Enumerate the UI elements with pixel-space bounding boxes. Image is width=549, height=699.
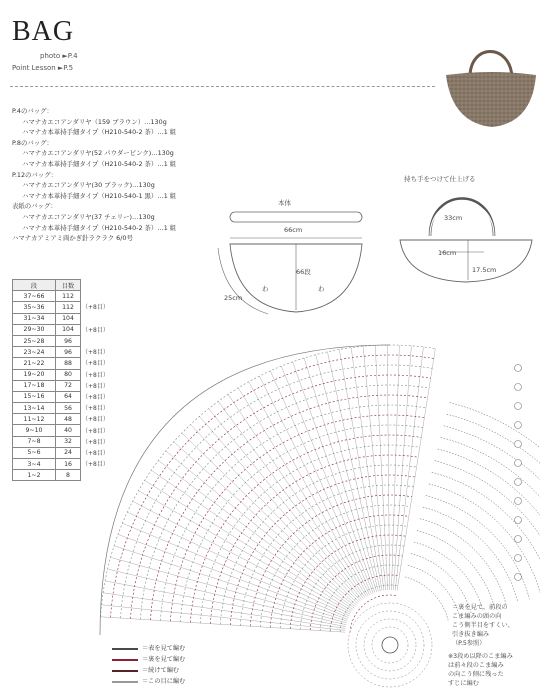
stitch-count: 112	[56, 291, 81, 302]
increase-note: （+8目）	[82, 349, 109, 357]
chart-row-marker	[515, 555, 522, 562]
legend-swatch	[112, 670, 138, 672]
chart-center-round	[348, 603, 432, 687]
chart-row-arc	[280, 525, 407, 628]
stitch-count: 104	[56, 313, 81, 324]
chart-row-arc	[210, 455, 418, 624]
stitch-count: 16	[56, 459, 81, 470]
increase-note: （+8目）	[82, 326, 109, 334]
chart-right-row	[432, 472, 540, 593]
chart-stitch-column	[122, 523, 348, 617]
chart-stitch-column	[375, 345, 388, 590]
stitch-count: 112	[56, 302, 81, 313]
stitch-count: 24	[56, 447, 81, 458]
chart-stitch-column	[339, 349, 382, 590]
increase-note: （+8目）	[82, 371, 109, 379]
chart-row-arc	[111, 355, 434, 617]
chart-stitch-column	[209, 409, 362, 600]
table-row	[13, 313, 81, 324]
chart-center-ring	[382, 637, 398, 653]
chart-row-marker	[515, 479, 522, 486]
chart-right-row	[426, 496, 530, 600]
finish-handle-label: 33cm	[444, 214, 463, 222]
material-line: P.12のバッグ：	[12, 170, 57, 179]
chart-stitch-column	[351, 348, 384, 591]
chart-row-arc	[160, 405, 426, 621]
note-line: すじに編む	[448, 680, 479, 687]
increase-note: （+8目）	[82, 416, 109, 424]
chart-center-round	[356, 611, 424, 679]
chart-row-arc	[150, 395, 427, 620]
material-line: ハマナカ本革持手細タイプ（H210-540-2 茶）…1 組	[22, 128, 177, 137]
chart-stitch-column	[304, 358, 377, 592]
legend-label: ＝この目に編む	[142, 678, 186, 685]
divider	[10, 86, 435, 87]
stitch-count: 96	[56, 347, 81, 358]
increase-note: （+8目）	[82, 382, 109, 390]
chart-stitch-column	[391, 345, 399, 590]
chart-right-row	[441, 437, 540, 584]
stitch-count: 32	[56, 436, 81, 447]
row-range: 13~14	[13, 403, 56, 414]
finish-height-label: 17.5cm	[472, 266, 497, 274]
row-range: 9~10	[13, 425, 56, 436]
finish-title: 持ち手をつけて仕上げる	[404, 175, 476, 183]
material-line: P.4のバッグ：	[12, 107, 53, 115]
chart-row-marker	[515, 536, 522, 543]
table-row	[13, 291, 81, 302]
page-title: BAG	[12, 16, 75, 47]
chart-row-marker	[515, 422, 522, 429]
slip-stitch-note	[452, 603, 514, 648]
chart-right-row	[429, 484, 540, 596]
row-range: 19~20	[13, 369, 56, 380]
row-range: 37~66	[13, 291, 56, 302]
chart-outline	[100, 345, 390, 635]
bag-photo	[440, 35, 540, 130]
row-range: 3~4	[13, 459, 56, 470]
chart-row-arc	[250, 495, 412, 626]
chart-row-arc	[290, 535, 405, 629]
row-range: 29~30	[13, 324, 56, 335]
note-line: の向こう側に残った	[448, 671, 504, 678]
chart-right-row	[414, 542, 483, 611]
note-line: こう側半目をすくい、	[452, 622, 514, 629]
chart-stitch-column	[259, 376, 369, 595]
stitch-count: 72	[56, 380, 81, 391]
chart-row-arc	[260, 505, 410, 627]
chart-row-marker	[515, 574, 522, 581]
material-line: ハマナカ本革持手細タイプ（H210-540-2 茶）…1 組	[22, 223, 177, 232]
chart-stitch-column	[158, 461, 354, 608]
row-range: 23~24	[13, 347, 56, 358]
chart-stitch-column	[393, 346, 411, 590]
chart-row-marker	[515, 384, 522, 391]
chart-stitch-column	[395, 347, 423, 590]
chart-row-arc	[140, 385, 429, 619]
chart-row-marker	[515, 403, 522, 410]
row-range: 7~8	[13, 436, 56, 447]
chart-right-row	[435, 461, 540, 591]
finish-diagram	[396, 186, 536, 286]
legend-label: ＝表を見て編む	[142, 645, 186, 652]
increase-note: （+8目）	[82, 427, 109, 435]
chart-stitch-column	[101, 617, 346, 632]
chart-right-row	[438, 449, 540, 587]
chart-right-row	[405, 577, 448, 620]
note-line: は前々段のこま編み	[448, 662, 504, 669]
row-range: 1~2	[13, 470, 56, 481]
row-range: 15~16	[13, 391, 56, 402]
legend-item	[112, 665, 185, 676]
row-range: 25~28	[13, 335, 56, 346]
chart-right-row	[444, 426, 540, 581]
chart-stitch-column	[145, 480, 352, 611]
note-line: 引き抜き編み	[452, 631, 490, 638]
chart-row-arc	[101, 345, 436, 617]
chart-stitch-column	[166, 451, 355, 606]
increase-note: （+8目）	[82, 461, 109, 469]
stitch-count: 56	[56, 403, 81, 414]
chart-row-arc	[190, 435, 421, 622]
chart-row-arc	[121, 365, 433, 618]
legend-item	[112, 643, 185, 654]
row-range: 35~36	[13, 302, 56, 313]
chart-row-arc	[200, 445, 419, 623]
chart-stitch-column	[108, 569, 347, 625]
material-line: ハマナカエコアンダリヤ（159 ブラウン）…130g	[22, 117, 167, 126]
row-range: 31~34	[13, 313, 56, 324]
material-line: ハマナカアミアミ両かぎ針ラクラク 6/0号	[12, 234, 133, 243]
chart-row-arc	[230, 475, 415, 625]
legend-swatch	[112, 681, 138, 683]
chart-row-arc	[131, 375, 431, 619]
chart-row-arc	[340, 585, 398, 632]
row-range: 11~12	[13, 414, 56, 425]
chart-row-marker	[515, 365, 522, 372]
chart-stitch-column	[228, 394, 365, 597]
increase-note: （+8目）	[82, 438, 109, 446]
chart-stitch-column	[174, 442, 357, 605]
chart-row-arc	[220, 465, 416, 624]
chart-stitch-column	[138, 491, 351, 613]
body-wa-right: わ	[318, 285, 325, 293]
legend-label: ＝続けて編む	[142, 667, 180, 674]
table-row	[13, 302, 81, 313]
row-range: 21~22	[13, 358, 56, 369]
row-note	[448, 652, 513, 688]
stitch-count: 104	[56, 324, 81, 335]
stitch-count: 88	[56, 358, 81, 369]
chart-row-marker	[515, 460, 522, 467]
chart-row-marker	[515, 441, 522, 448]
chart-stitch-column	[105, 581, 346, 627]
chart-stitch-column	[387, 345, 389, 590]
chart-row-arc	[310, 555, 402, 630]
chart-center-round	[372, 627, 408, 663]
table-header-count: 目数	[56, 280, 81, 291]
chart-stitch-column	[103, 593, 345, 629]
stitch-count: 48	[56, 414, 81, 425]
stitch-count: 80	[56, 369, 81, 380]
symbol-legend	[112, 643, 185, 687]
increase-note: （+8目）	[82, 304, 109, 312]
body-depth-label: 25cm	[224, 294, 243, 302]
row-range: 17~18	[13, 380, 56, 391]
chart-stitch-column	[111, 557, 347, 623]
legend-item	[112, 676, 185, 687]
chart-right-row	[420, 519, 506, 605]
material-line: ハマナカエコアンダリヤ(52 パウダーピンク)…130g	[22, 149, 174, 158]
stitch-count: 64	[56, 391, 81, 402]
stitch-count: 8	[56, 470, 81, 481]
chart-stitch-column	[281, 366, 373, 593]
point-lesson-ref: Point Lesson ►P.5	[12, 64, 74, 72]
chart-stitch-column	[316, 355, 379, 592]
note-line: ※3段め以降のこま編み	[448, 653, 513, 660]
chart-stitch-column	[218, 401, 363, 598]
legend-swatch	[112, 659, 138, 661]
chart-row-arc	[300, 545, 404, 629]
chart-row-arc	[270, 515, 409, 627]
legend-swatch	[112, 648, 138, 650]
body-rows-label: 66段	[296, 268, 311, 276]
chart-stitch-column	[363, 346, 386, 590]
increase-note: （+8目）	[82, 394, 109, 401]
chart-stitch-column	[397, 349, 435, 591]
material-line: ハマナカエコアンダリヤ(30 ブラック)…130g	[22, 181, 155, 190]
finish-inner-label: 16cm	[438, 249, 457, 257]
chart-row-marker	[515, 498, 522, 505]
chart-right-row	[423, 507, 518, 602]
note-line: こま編みの頭の向	[452, 613, 502, 620]
increase-note: （+8目）	[82, 405, 109, 413]
chart-row-marker	[515, 517, 522, 524]
photo-ref: photo ►P.4	[40, 52, 78, 60]
row-range: 5~6	[13, 447, 56, 458]
body-width-label: 66cm	[284, 226, 303, 234]
material-line: ハマナカ本革持手細タイプ（H210-540-1 黒）…1 組	[22, 191, 177, 200]
materials-list	[12, 106, 176, 244]
material-line: 表紙のバッグ：	[12, 202, 57, 211]
increase-note: （+8目）	[82, 450, 109, 457]
stitch-count: 96	[56, 335, 81, 346]
chart-right-row	[417, 530, 495, 608]
increase-note: （+8目）	[82, 360, 109, 368]
chart-row-arc	[350, 595, 396, 632]
table-header-dan: 段	[13, 280, 56, 291]
body-wa-left: わ	[262, 285, 269, 293]
stitch-count: 40	[56, 425, 81, 436]
chart-right-row	[447, 414, 540, 578]
chart-stitch-column	[190, 425, 359, 603]
chart-stitch-column	[249, 382, 368, 596]
chart-row-arc	[170, 415, 424, 621]
material-line: P.8のバッグ：	[12, 138, 53, 147]
note-line: （P.5参照）	[452, 640, 486, 647]
chart-stitch-column	[182, 433, 358, 604]
legend-label: ＝裏を見て編む	[142, 656, 186, 663]
legend-item	[112, 654, 185, 665]
chart-stitch-column	[151, 470, 353, 609]
body-title: 本体	[278, 199, 291, 207]
material-line: ハマナカエコアンダリヤ(37 チェリー)…130g	[22, 212, 155, 221]
chart-stitch-column	[133, 501, 350, 614]
note-line: ＝裏を見て、前段の	[452, 604, 508, 611]
material-line: ハマナカ本革持手細タイプ（H210-540-2 茶）…1 組	[22, 159, 177, 168]
